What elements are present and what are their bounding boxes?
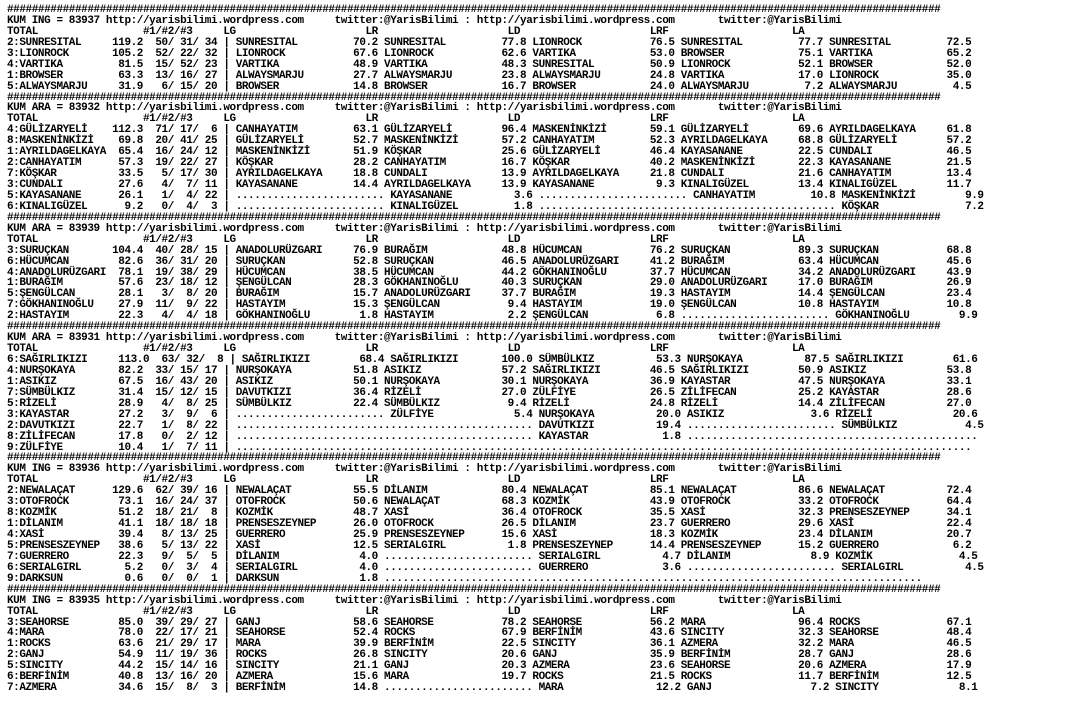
text-line: 3:CUNDALI 27.6 4/ 7/ 11 | KAYASANANE 14.4 AYRILDAGELKAYA 13.9 KAYASANANE 9.3 KINALIGÜZEL 13.4 KINALIGÜZEL 11.7 [7, 179, 972, 191]
text-line: 4:MARA 78.0 22/ 17/ 21 | SEAHORSE 52.4 ROCKS 67.9 BERFİNİM 43.6 SINCITY 32.3 SEAHORSE 48.4 [7, 627, 972, 640]
text-line: 6:SERIALGIRL 5.2 0/ 3/ 4 | SERIALGIRL 4.0 ........................ GUERRERO 3.6 ........................ SERIALGIRL 4.5 [7, 561, 984, 574]
text-line: 2:GANJ 54.9 11/ 19/ 36 | ROCKS 26.8 SINCITY 20.6 GANJ 35.9 BERFİNİM 28.7 GANJ 28.6 [7, 649, 972, 662]
text-line: KUM ING = 83935 http://yarisbilimi.wordpress.com twitter:@YarisBilimi : http://yarisbilimi.wordpress.com twitter:@YarisBilimi [7, 594, 842, 607]
text-line: 5:RİZELİ 28.9 4/ 8/ 25 | SÜMBÜLKIZ 22.4 SÜMBÜLKIZ 9.4 RİZELİ 24.8 RİZELİ 14.4 ZİLİFECAN 27.0 [7, 397, 972, 410]
text-line: 5:ALWAYSMARJU 31.9 6/ 15/ 20 | BROWSER 14.8 BROWSER 16.7 BROWSER 24.0 ALWAYSMARJU 7.2 ALWAYSMARJU 4.5 [7, 80, 972, 93]
text-line: 5:ŞENGÜLCAN 28.1 3/ 8/ 20 | BURAĞIM 15.7 ANADOLURÜZGARI 37.7 BURAĞIM 19.3 HASTAYIM 14.4 ŞENGÜLCAN 23.4 [7, 288, 972, 301]
text-line: ####################################################################################################################################################### [7, 452, 941, 465]
text-line: 7:KÖŞKAR 33.5 5/ 17/ 30 | AYRILDAGELKAYA 18.8 CUNDALI 13.9 AYRILDAGELKAYA 21.8 CUNDALI 21.6 CANHAYATIM 13.4 [7, 168, 972, 181]
text-line: 3:SEAHORSE 85.0 39/ 29/ 27 | GANJ 58.6 SEAHORSE 78.2 SEAHORSE 56.2 MARA 96.4 ROCKS 67.1 [7, 616, 972, 629]
text-line: 2:DAVUTKIZI 22.7 1/ 8/ 22 | ................................................ DAVUTKIZI 19.4 ........................ SÜMBÜLKIZ 4.5 [7, 419, 984, 432]
text-line: 5:KAYASANANE 26.1 1/ 4/ 22 | ........................ KAYASANANE 3.6 ........................ CANHAYATIM 10.8 MASKENİNKİZİ 9.9 [7, 189, 984, 202]
text-line: 4:GÜLİZARYELİ 112.3 71/ 17/ 6 | CANHAYATIM 63.1 GÜLİZARYELİ 96.4 MASKENİNKİZİ 59.1 GÜLİZARYELİ 69.6 AYRILDAGELKAYA 61.8 [7, 124, 972, 137]
text-line: KUM ARA = 83932 http://yarisbilimi.wordpress.com twitter:@YarisBilimi : http://yarisbilimi.wordpress.com twitter:@YarisBilimi [7, 102, 842, 115]
text-line: 5:SINCITY 44.2 15/ 14/ 16 | SINCITY 21.1 GANJ 20.3 AZMERA 23.6 SEAHORSE 20.6 AZMERA 17.9 [7, 660, 972, 673]
text-line: 2:NEWALAÇAT 129.6 62/ 39/ 16 | NEWALAÇAT 55.5 DİLANIM 80.4 NEWALAÇAT 85.1 NEWALAÇAT 86.6 NEWALAÇAT 72.4 [7, 485, 972, 498]
text-line: TOTAL #1/#2/#3 LG LR LD LRF LA [7, 233, 805, 246]
text-line: 1:DİLANIM 41.1 18/ 18/ 18 | PRENSESZEYNEP 26.0 OTOFROCK 26.5 DİLANIM 23.7 GUERRERO 29.6 XASİ 22.4 [7, 518, 972, 531]
text-line: 8:ZİLİFECAN 17.8 0/ 2/ 12 | ................................................ KAYASTAR 1.8 ............................................... [7, 430, 978, 443]
text-line: 9:DARKSUN 0.6 0/ 0/ 1 | DARKSUN 1.8 ....................................................................................... [7, 572, 922, 585]
text-line: 4:ANADOLURÜZGARI 78.1 19/ 38/ 29 | HÜCUMCAN 38.5 HÜCUMCAN 44.2 GÖKHANINOĞLU 37.7 HÜCUMCAN 34.2 ANADOLURÜZGARI 43.9 [7, 266, 972, 279]
text-line: KUM ING = 83937 http://yarisbilimi.wordpress.com twitter:@YarisBilimi : http://yarisbilimi.wordpress.com twitter:@YarisBilimi [7, 14, 842, 27]
text-line: ####################################################################################################################################################### [7, 4, 941, 16]
text-line: 6:SAĞIRLIKIZI 113.0 63/ 32/ 8 | SAĞIRLIKIZI 68.4 SAĞIRLIKIZI 100.0 SÜMBÜLKIZ 53.3 NURŞOKAYA 87.5 SAĞIRLIKIZI 61.6 [7, 354, 978, 366]
text-line: 6:KINALIGÜZEL 9.2 0/ 4/ 3 | ........................ KINALIGÜZEL 1.8 ................................................ KÖŞKAR 7.2 [7, 200, 984, 213]
text-line: 4:XASİ 39.4 8/ 13/ 25 | GUERRERO 25.9 PRENSESZEYNEP 15.6 XASİ 18.3 KOZMİK 23.4 DİLANIM 20.7 [7, 529, 972, 541]
text-line: 4:NURŞOKAYA 82.2 33/ 15/ 17 | NURŞOKAYA 51.8 ASIKIZ 57.2 SAĞIRLIKIZI 46.5 SAĞIRLIKIZI 50.9 ASIKIZ 53.8 [7, 364, 972, 377]
text-line: 8:MASKENİNKİZİ 69.8 20/ 41/ 25 | GÜLİZARYELİ 52.7 MASKENİNKİZİ 57.2 CANHAYATIM 52.3 AYRILDAGELKAYA 68.8 GÜLİZARYELİ 57.2 [7, 135, 972, 148]
text-line: TOTAL #1/#2/#3 LG LR LD LRF LA [7, 474, 805, 487]
text-line: 8:KOZMİK 51.2 18/ 21/ 8 | KOZMİK 48.7 XASİ 36.4 OTOFROCK 35.5 XASİ 32.3 PRENSESZEYNEP 34.1 [7, 507, 972, 520]
text-line: KUM ARA = 83931 http://yarisbilimi.wordpress.com twitter:@YarisBilimi : http://yarisbilimi.wordpress.com twitter:@YarisBilimi [7, 332, 842, 345]
text-line: ####################################################################################################################################################### [7, 211, 941, 224]
text-line: 1:ROCKS 63.6 21/ 29/ 17 | MARA 39.9 BERFİNİM 22.5 SINCITY 36.1 AZMERA 32.2 MARA 46.5 [7, 638, 972, 651]
text-line: TOTAL #1/#2/#3 LG LR LD LRF LA [7, 25, 805, 38]
text-line: 9:ZÜLFİYE 10.4 1/ 7/ 11 | ....................................................................................................................... [7, 441, 972, 454]
text-line: ####################################################################################################################################################### [7, 583, 941, 596]
text-line: 2:CANHAYATIM 57.3 19/ 22/ 27 | KÖŞKAR 28.2 CANHAYATIM 16.7 KÖŞKAR 40.2 MASKENİNKİZİ 22.3 KAYASANANE 21.5 [7, 157, 972, 170]
text-line: 6:BERFİNİM 40.8 13/ 16/ 20 | AZMERA 15.6 MARA 19.7 ROCKS 21.5 ROCKS 11.7 BERFİNİM 12.5 [7, 671, 972, 684]
text-line: 7:AZMERA 34.6 15/ 8/ 3 | BERFİNİM 14.8 ........................ MARA 12.2 GANJ 7.2 SINCITY 8.1 [7, 682, 978, 695]
text-line: ####################################################################################################################################################### [7, 91, 941, 104]
text-line: 3:KAYASTAR 27.2 3/ 9/ 6 | ........................ ZÜLFİYE 5.4 NURŞOKAYA 20.0 ASIKIZ 3.6 RİZELİ 20.6 [7, 408, 978, 421]
text-line: 1:BROWSER 63.3 13/ 16/ 27 | ALWAYSMARJU 27.7 ALWAYSMARJU 23.8 ALWAYSMARJU 24.8 VARTIKA 17.0 LIONROCK 35.0 [7, 69, 972, 82]
text-line: 5:PRENSESZEYNEP 38.6 5/ 13/ 22 | XASİ 12.5 SERIALGIRL 1.8 PRENSESZEYNEP 14.4 PRENSESZEYNEP 15.2 GUERRERO 6.2 [7, 539, 972, 552]
text-line: 7:GUERRERO 22.3 9/ 5/ 5 | DİLANIM 4.0 ........................ SERIALGIRL 4.7 DİLANIM 8.9 KOZMİK 4.5 [7, 550, 978, 563]
text-line: 3:OTOFROCK 73.1 16/ 24/ 37 | OTOFROCK 50.6 NEWALAÇAT 68.3 KOZMİK 43.9 OTOFROCK 33.2 OTOFROCK 64.4 [7, 496, 972, 509]
text-line: 7:SÜMBÜLKIZ 31.4 15/ 12/ 15 | DAVUTKIZI 36.4 RİZELİ 27.0 ZÜLFİYE 26.5 ZİLİFECAN 25.2 KAYASTAR 28.6 [7, 386, 972, 399]
text-line: 2:SUNRESITAL 119.2 50/ 31/ 34 | SUNRESITAL 70.2 SUNRESITAL 77.8 LIONROCK 76.5 SUNRESITAL 77.7 SUNRESITAL 72.5 [7, 36, 972, 49]
text-line: TOTAL #1/#2/#3 LG LR LD LRF LA [7, 113, 805, 126]
text-line: TOTAL #1/#2/#3 LG LR LD LRF LA [7, 343, 805, 356]
text-line: 4:VARTIKA 81.5 15/ 52/ 23 | VARTIKA 48.9 VARTIKA 48.3 SUNRESITAL 50.9 LIONROCK 52.1 BROWSER 52.0 [7, 58, 972, 71]
text-line: TOTAL #1/#2/#3 LG LR LD LRF LA [7, 605, 805, 618]
text-line: 1:ASIKIZ 67.5 16/ 43/ 20 | ASIKIZ 50.1 NURŞOKAYA 30.1 NURŞOKAYA 36.9 KAYASTAR 47.5 NURŞOKAYA 33.1 [7, 375, 972, 388]
text-line: KUM ING = 83936 http://yarisbilimi.wordpress.com twitter:@YarisBilimi : http://yarisbilimi.wordpress.com twitter:@YarisBilimi [7, 463, 842, 476]
text-line: KUM ARA = 83939 http://yarisbilimi.wordpress.com twitter:@YarisBilimi : http://yarisbilimi.wordpress.com twitter:@YarisBilimi [7, 222, 842, 235]
text-line: 1:BURAĞIM 57.6 23/ 18/ 12 | ŞENGÜLCAN 28.3 GÖKHANINOĞLU 40.3 SURUÇKAN 29.0 ANADOLURÜZGARI 17.0 BURAĞIM 26.9 [7, 277, 972, 290]
text-line: 7:GÖKHANINOĞLU 27.9 11/ 9/ 22 | HASTAYIM 15.3 ŞENGÜLCAN 9.4 HASTAYIM 19.0 ŞENGÜLCAN 10.8 HASTAYIM 10.8 [7, 299, 972, 312]
text-line: 3:LIONROCK 105.2 52/ 22/ 32 | LIONROCK 67.6 LIONROCK 62.6 VARTIKA 53.0 BROWSER 75.1 VARTIKA 65.2 [7, 47, 972, 60]
text-line: 6:HÜCUMCAN 82.6 36/ 31/ 20 | SURUÇKAN 52.8 SURUÇKAN 46.5 ANADOLURÜZGARI 41.2 BURAĞIM 63.4 HÜCUMCAN 45.6 [7, 255, 972, 268]
text-line: ####################################################################################################################################################### [7, 321, 941, 334]
text-line: 2:HASTAYIM 22.3 4/ 4/ 18 | GÖKHANINOĞLU 1.8 HASTAYIM 2.2 ŞENGÜLCAN 6.8 ........................ GÖKHANINOĞLU 9.9 [7, 310, 978, 323]
text-line: 3:SURUÇKAN 104.4 40/ 28/ 15 | ANADOLURÜZGARI 76.9 BURAĞIM 48.8 HÜCUMCAN 76.2 SURUÇKAN 89.3 SURUÇKAN 68.8 [7, 244, 972, 257]
text-line: 1:AYRILDAGELKAYA 65.4 16/ 24/ 12 | MASKENİNKİZİ 51.9 KÖŞKAR 25.6 GÜLİZARYELİ 46.4 KAYASANANE 22.5 CUNDALI 46.5 [7, 146, 972, 159]
